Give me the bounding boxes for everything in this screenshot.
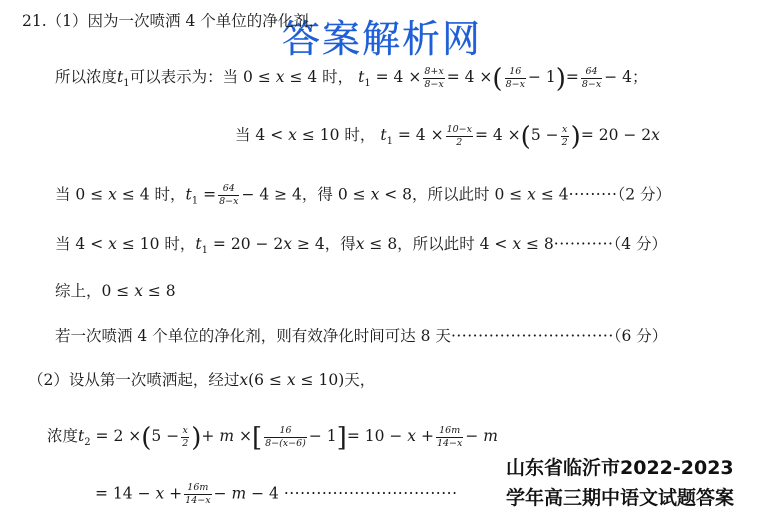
conclusion-part1: 若一次喷洒 4 个单位的净化剂，则有效净化时间可达 8 天······························（6 分） bbox=[55, 327, 668, 345]
score-4: （4 分） bbox=[613, 235, 668, 253]
case-1-solution: 当 0 ≤ x ≤ 4 时，$t_1$ = $\frac{64}{8-x}$ − 4 ≥ 4，得 0 ≤ x < 8，所以此时 0 ≤ x ≤ 4·········（2 分） bbox=[55, 183, 671, 207]
watermark: 答案解析网 bbox=[282, 17, 483, 61]
question-21-part1-intro: 21.（1）因为一次喷洒 4 个单位的净化剂， bbox=[22, 12, 325, 30]
concentration-formula-4: = 14 − x + $\frac{16m}{14-x}$ − m − 4 ································ bbox=[95, 482, 458, 506]
concentration-formula-3: 浓度$t_2 = 2 \times(5$ − $\frac{x}{2}$ )+ m ×[ $\frac{16}{8-(x-6)}$ − 1]= 10 − x + $\frac{16m}{14-x}$ − m bbox=[47, 423, 498, 453]
source-label-line2: 学年高三期中语文试题答案 bbox=[506, 487, 735, 509]
score-2: （2 分） bbox=[617, 185, 671, 204]
case-2-solution: 当 4 < x ≤ 10 时，$t_1 = 20 - 2x \ge 4$，得x ≤ 8，所以此时 4 < x ≤ 8···········（4 分） bbox=[55, 235, 668, 256]
source-label bbox=[506, 453, 757, 513]
score-6: （6 分） bbox=[613, 327, 668, 345]
summary: 综上，0 ≤ x ≤ 8 bbox=[55, 282, 176, 300]
source-label-line1: 山东省临沂市2022-2023 bbox=[506, 457, 734, 479]
concentration-formula-2: 当 4 < x ≤ 10 时， $t_1 = 4$ × $\frac{10-x}{2}$ = 4 ×(5 − $\frac{x}{2}$ )= 20 − 2x bbox=[235, 122, 660, 152]
question-21-part2-intro: （2）设从第一次喷洒起，经过x(6 ≤ x ≤ 10)天， bbox=[28, 371, 376, 389]
concentration-formula-1: 所以浓度$t_1$可以表示为：当 0 ≤ x ≤ 4 时， $t_1 = 4$ × $\frac{8+x}{8-x}$ = 4 ×( $\frac{16}{8-x}$ − 1)= $\frac{64}{8-x}$ − 4； bbox=[55, 64, 648, 94]
